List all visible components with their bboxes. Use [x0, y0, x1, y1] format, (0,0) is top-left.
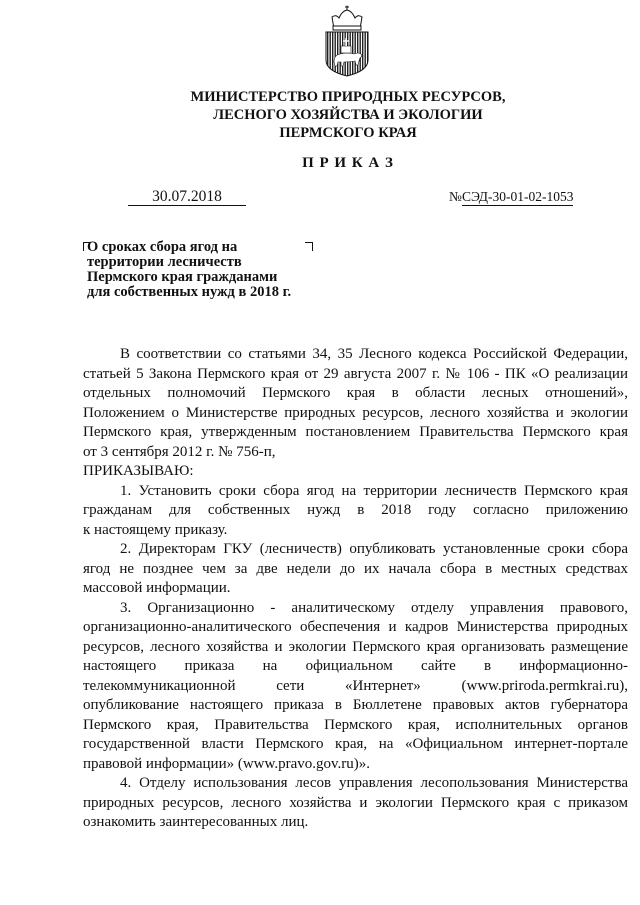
document-number: СЭД-30-01-02-1053: [462, 189, 574, 204]
preamble-line: статьей 5 Закона Пермского края от 29 августа 2007 г. № 106 - ПК «О реализации: [83, 365, 628, 382]
item-line: ознакомить заинтересованных лиц.: [83, 814, 309, 830]
title-line: для собственных нужд в 2018 г.: [87, 284, 292, 300]
item-line: опубликование настоящего приказа в Бюллетене правовых актов губернатора: [83, 697, 628, 713]
preamble: [83, 345, 628, 462]
number-sign: №: [449, 189, 462, 204]
item-line: 1. Установить сроки сбора ягод на территории лесничеств Пермского края: [120, 482, 628, 499]
item-line: государственной власти Пермского края, на «Официальном интернет-портале: [83, 736, 628, 752]
ministry-name: [148, 88, 548, 142]
item-line: природных ресурсов, лесного хозяйства и экологии Пермского края с приказом: [83, 794, 628, 811]
coat-of-arms-icon: [322, 5, 372, 77]
item-line: ягод не позднее чем за две недели до их начала сбора в местных средствах: [83, 560, 628, 577]
item-line: Пермского края, Правительства Пермского края, исполнительных органов: [83, 716, 628, 733]
preamble-line: от 3 сентября 2012 г. № 756-п,: [83, 443, 276, 460]
document-body: [83, 345, 628, 833]
ministry-line: МИНИСТЕРСТВО ПРИРОДНЫХ РЕСУРСОВ,: [190, 89, 506, 105]
preamble-line: Пермского края, утвержденным постановлением Правительства Пермского края: [83, 424, 628, 440]
order-item-3: [83, 599, 628, 775]
order-command: ПРИКАЗЫВАЮ:: [83, 463, 194, 479]
title-line: территории лесничеств: [87, 254, 242, 270]
ministry-line: ПЕРМСКОГО КРАЯ: [279, 125, 417, 141]
document-title: [87, 240, 317, 300]
item-line: гражданам для собственных нужд в 2018 году согласно приложению: [83, 502, 628, 518]
ministry-line: ЛЕСНОГО ХОЗЯЙСТВА И ЭКОЛОГИИ: [213, 107, 483, 123]
item-line: ресурсов, лесного хозяйства и экологии Пермского края организовать размещение: [83, 638, 628, 655]
item-line: 3. Организационно - аналитическому отделу управления правового,: [120, 599, 628, 616]
title-line: О сроках сбора ягод на: [87, 239, 238, 255]
preamble-line: Положением о Министерстве природных ресурсов, лесного хозяйства и экологии: [83, 404, 628, 421]
order-item-1: [83, 482, 628, 541]
item-line: правовой информации» (www.pravo.gov.ru)».: [83, 755, 371, 772]
order-item-4: [83, 774, 628, 833]
item-line: массовой информации.: [83, 580, 231, 596]
preamble-line: В соответствии со статьями 34, 35 Лесного кодекса Российской Федерации,: [120, 346, 628, 362]
document-date: 30.07.2018: [128, 188, 246, 206]
item-line: настоящего приказа на официальном сайте в информационно-: [83, 658, 628, 674]
item-line: телекоммуникационной сети «Интернет» (www.priroda.permkrai.ru),: [83, 677, 628, 694]
item-line: организационно-аналитического обеспечения и кадров Министерства природных: [83, 619, 628, 635]
document-type: П Р И К А З: [302, 155, 394, 171]
crown-icon: [332, 6, 362, 31]
preamble-line: отдельных полномочий Пермского края в области лесных отношений»,: [83, 385, 628, 401]
order-item-2: [83, 540, 628, 599]
title-line: Пермского края гражданами: [87, 269, 278, 285]
item-line: к настоящему приказу.: [83, 521, 228, 538]
item-line: 2. Директорам ГКУ (лесничеств) опубликовать установленные сроки сбора: [120, 541, 628, 557]
item-line: 4. Отделу использования лесов управления лесопользования Министерства: [120, 775, 628, 791]
